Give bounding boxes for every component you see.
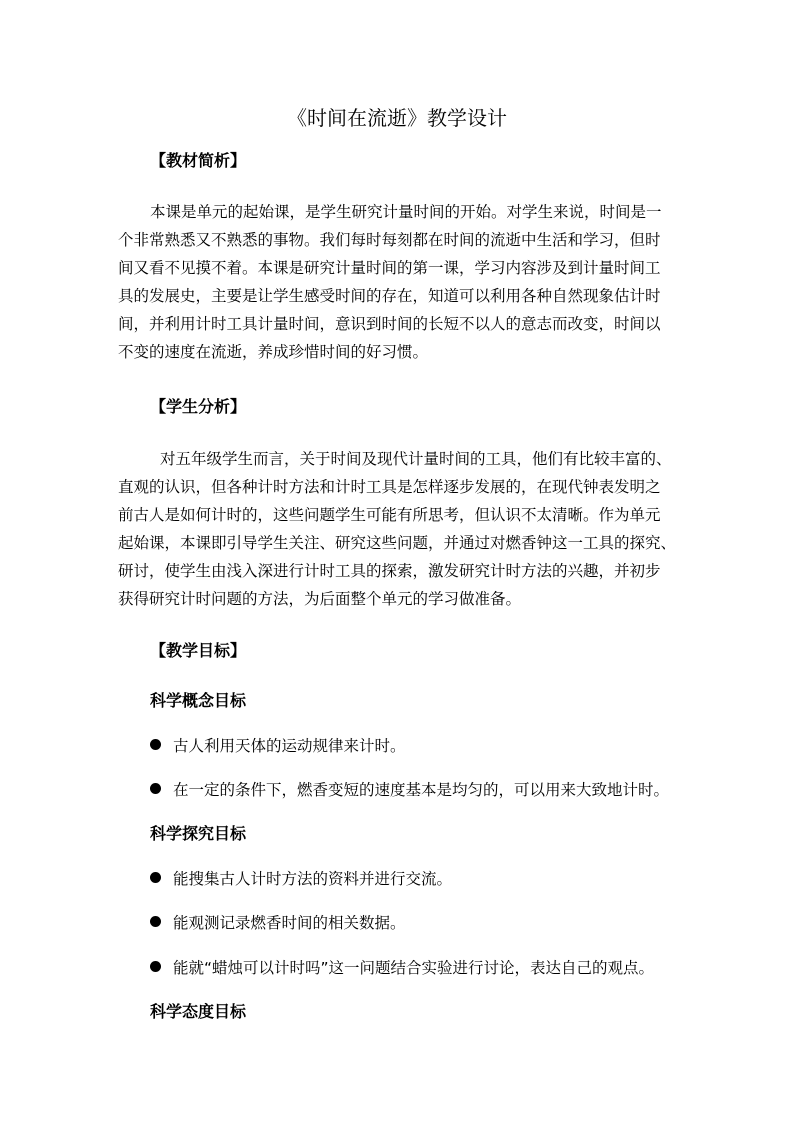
paragraph-line: 前古人是如何计时的，这些问题学生可能有所思考，但认识不太清晰。作为单元 (118, 506, 661, 524)
paragraph-line: 直观的认识，但各种计时方法和计时工具是怎样逐步发展的，在现代钟表发明之 (118, 478, 661, 496)
bullet-icon (150, 916, 161, 927)
goal-bullet-text: 古人利用天体的运动规律来计时。 (173, 737, 406, 755)
student-analysis-paragraph (118, 445, 696, 613)
goal-bullet-item (150, 868, 452, 890)
paragraph-line: 对五年级学生而言，关于时间及现代计量时间的工具，他们有比较丰富的、 (160, 450, 672, 468)
goal-bullet-item (150, 957, 654, 979)
section-heading-textbook-analysis: 【教材简析】 (150, 151, 247, 170)
section-heading-student-analysis: 【学生分析】 (150, 397, 247, 416)
goal-subheading-inquiry: 科学探究目标 (150, 824, 247, 843)
paragraph-line: 获得研究计时问题的方法，为后面整个单元的学习做准备。 (118, 590, 522, 608)
section-heading-teaching-goals: 【教学目标】 (150, 641, 247, 660)
goal-bullet-item (150, 912, 406, 934)
bullet-icon (150, 961, 161, 972)
document-title: 《时间在流逝》教学设计 (287, 106, 507, 130)
bullet-icon (150, 872, 161, 883)
paragraph-line: 研讨，使学生由浅入深进行计时工具的探索，激发研究计时方法的兴趣，并初步 (118, 562, 661, 580)
paragraph-line: 本课是单元的起始课，是学生研究计量时间的开始。对学生来说，时间是一 (150, 203, 662, 221)
paragraph-line: 起始课，本课即引导学生关注、研究这些问题，并通过对燃香钟这一工具的探究、 (118, 534, 677, 552)
goal-bullet-text: 能就“蜡烛可以计时吗”这一问题结合实验进行讨论，表达自己的观点。 (173, 959, 655, 977)
goal-bullet-text: 能搜集古人计时方法的资料并进行交流。 (173, 870, 453, 888)
bullet-icon (150, 739, 161, 750)
goal-bullet-item (150, 735, 406, 757)
goal-bullet-item (150, 779, 669, 801)
textbook-analysis-paragraph (118, 198, 696, 366)
paragraph-line: 间，并利用计时工具计量时间，意识到时间的长短不以人的意志而改变，时间以 (118, 315, 661, 333)
paragraph-line: 不变的速度在流逝，养成珍惜时间的好习惯。 (118, 343, 429, 361)
goal-subheading-attitude: 科学态度目标 (150, 1002, 247, 1021)
goal-subheading-concept: 科学概念目标 (150, 691, 247, 710)
paragraph-line: 具的发展史，主要是让学生感受时间的存在，知道可以利用各种自然现象估计时 (118, 287, 661, 305)
goal-bullet-text: 能观测记录燃香时间的相关数据。 (173, 914, 406, 932)
goal-bullet-text: 在一定的条件下，燃香变短的速度基本是均匀的，可以用来大致地计时。 (173, 781, 670, 799)
paragraph-line: 个非常熟悉又不熟悉的事物。我们每时每刻都在时间的流逝中生活和学习，但时 (118, 231, 661, 249)
bullet-icon (150, 783, 161, 794)
paragraph-line: 间又看不见摸不着。本课是研究计量时间的第一课，学习内容涉及到计量时间工 (118, 259, 661, 277)
